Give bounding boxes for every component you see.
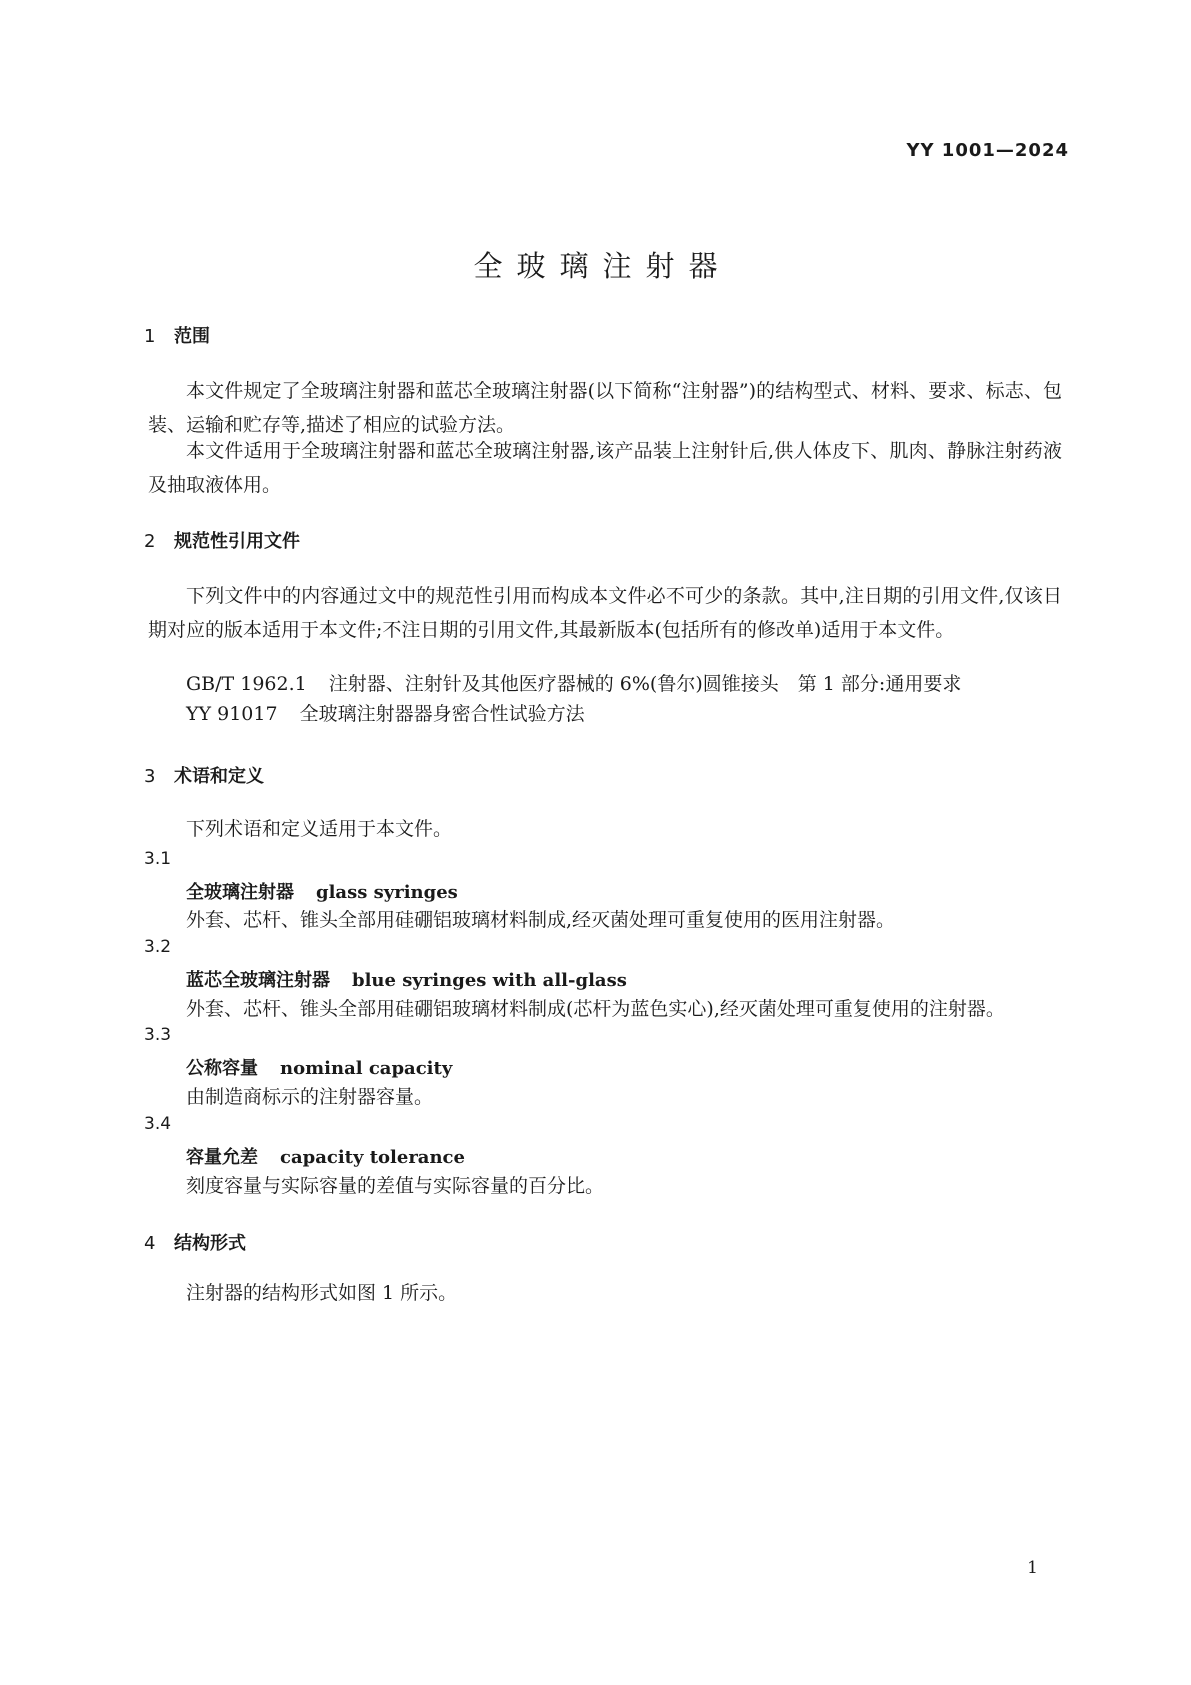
term-definition: 外套、芯杆、锥头全部用硅硼铝玻璃材料制成(芯杆为蓝色实心),经灭菌处理可重复使用的注射器。	[186, 998, 1005, 1020]
reference-code: GB/T 1962.1	[186, 673, 307, 695]
section-4-heading	[144, 1229, 246, 1255]
section-number: 4	[144, 1233, 156, 1254]
section-2-heading	[144, 527, 300, 553]
term-english: glass syringes	[316, 882, 458, 903]
term-heading	[186, 1054, 452, 1080]
standard-number: YY 1001—2024	[906, 140, 1069, 161]
term-number: 3.2	[144, 937, 172, 957]
section-title: 术语和定义	[174, 766, 264, 787]
section-title: 结构形式	[174, 1233, 246, 1254]
document-title: 全玻璃注射器	[473, 249, 732, 283]
section-3-heading	[144, 762, 264, 788]
section-1-paragraph-1: 本文件规定了全玻璃注射器和蓝芯全玻璃注射器(以下简称“注射器”)的结构型式、材料、要求、标志、包装、运输和贮存等,描述了相应的试验方法。	[148, 380, 1062, 436]
reference-item	[186, 667, 961, 701]
section-title: 规范性引用文件	[174, 531, 300, 552]
reference-code: YY 91017	[186, 703, 278, 725]
section-title: 范围	[174, 326, 210, 347]
section-4-paragraph-1: 注射器的结构形式如图 1 所示。	[186, 1282, 458, 1304]
term-chinese: 容量允差	[186, 1147, 258, 1168]
term-english: blue syringes with all-glass	[352, 970, 627, 991]
section-1-paragraph-2: 本文件适用于全玻璃注射器和蓝芯全玻璃注射器,该产品装上注射针后,供人体皮下、肌肉、静脉注射药液及抽取液体用。	[148, 440, 1062, 496]
term-heading	[186, 966, 627, 992]
term-heading	[186, 1143, 465, 1169]
term-number: 3.1	[144, 849, 172, 869]
section-3-intro: 下列术语和定义适用于本文件。	[186, 818, 453, 840]
term-english: capacity tolerance	[280, 1147, 465, 1168]
term-english: nominal capacity	[280, 1058, 453, 1079]
reference-item	[186, 697, 585, 731]
section-number: 3	[144, 766, 156, 787]
reference-title: 注射器、注射针及其他医疗器械的 6%(鲁尔)圆锥接头 第 1 部分:通用要求	[328, 673, 962, 695]
section-number: 2	[144, 531, 156, 552]
term-definition: 刻度容量与实际容量的差值与实际容量的百分比。	[186, 1175, 605, 1197]
reference-title: 全玻璃注射器器身密合性试验方法	[299, 703, 585, 725]
section-number: 1	[144, 326, 156, 347]
term-chinese: 全玻璃注射器	[186, 882, 294, 903]
section-1-heading	[144, 322, 210, 348]
term-definition: 外套、芯杆、锥头全部用硅硼铝玻璃材料制成,经灭菌处理可重复使用的医用注射器。	[186, 909, 896, 931]
term-chinese: 蓝芯全玻璃注射器	[186, 970, 330, 991]
term-definition: 由制造商标示的注射器容量。	[186, 1086, 434, 1108]
term-number: 3.3	[144, 1025, 172, 1045]
term-number: 3.4	[144, 1114, 172, 1134]
section-2-paragraph-1: 下列文件中的内容通过文中的规范性引用而构成本文件必不可少的条款。其中,注日期的引用文件,仅该日期对应的版本适用于本文件;不注日期的引用文件,其最新版本(包括所有的修改单)适用于本文件。	[148, 585, 1062, 641]
term-chinese: 公称容量	[186, 1058, 258, 1079]
page-number: 1	[1027, 1558, 1038, 1578]
term-heading	[186, 878, 458, 904]
